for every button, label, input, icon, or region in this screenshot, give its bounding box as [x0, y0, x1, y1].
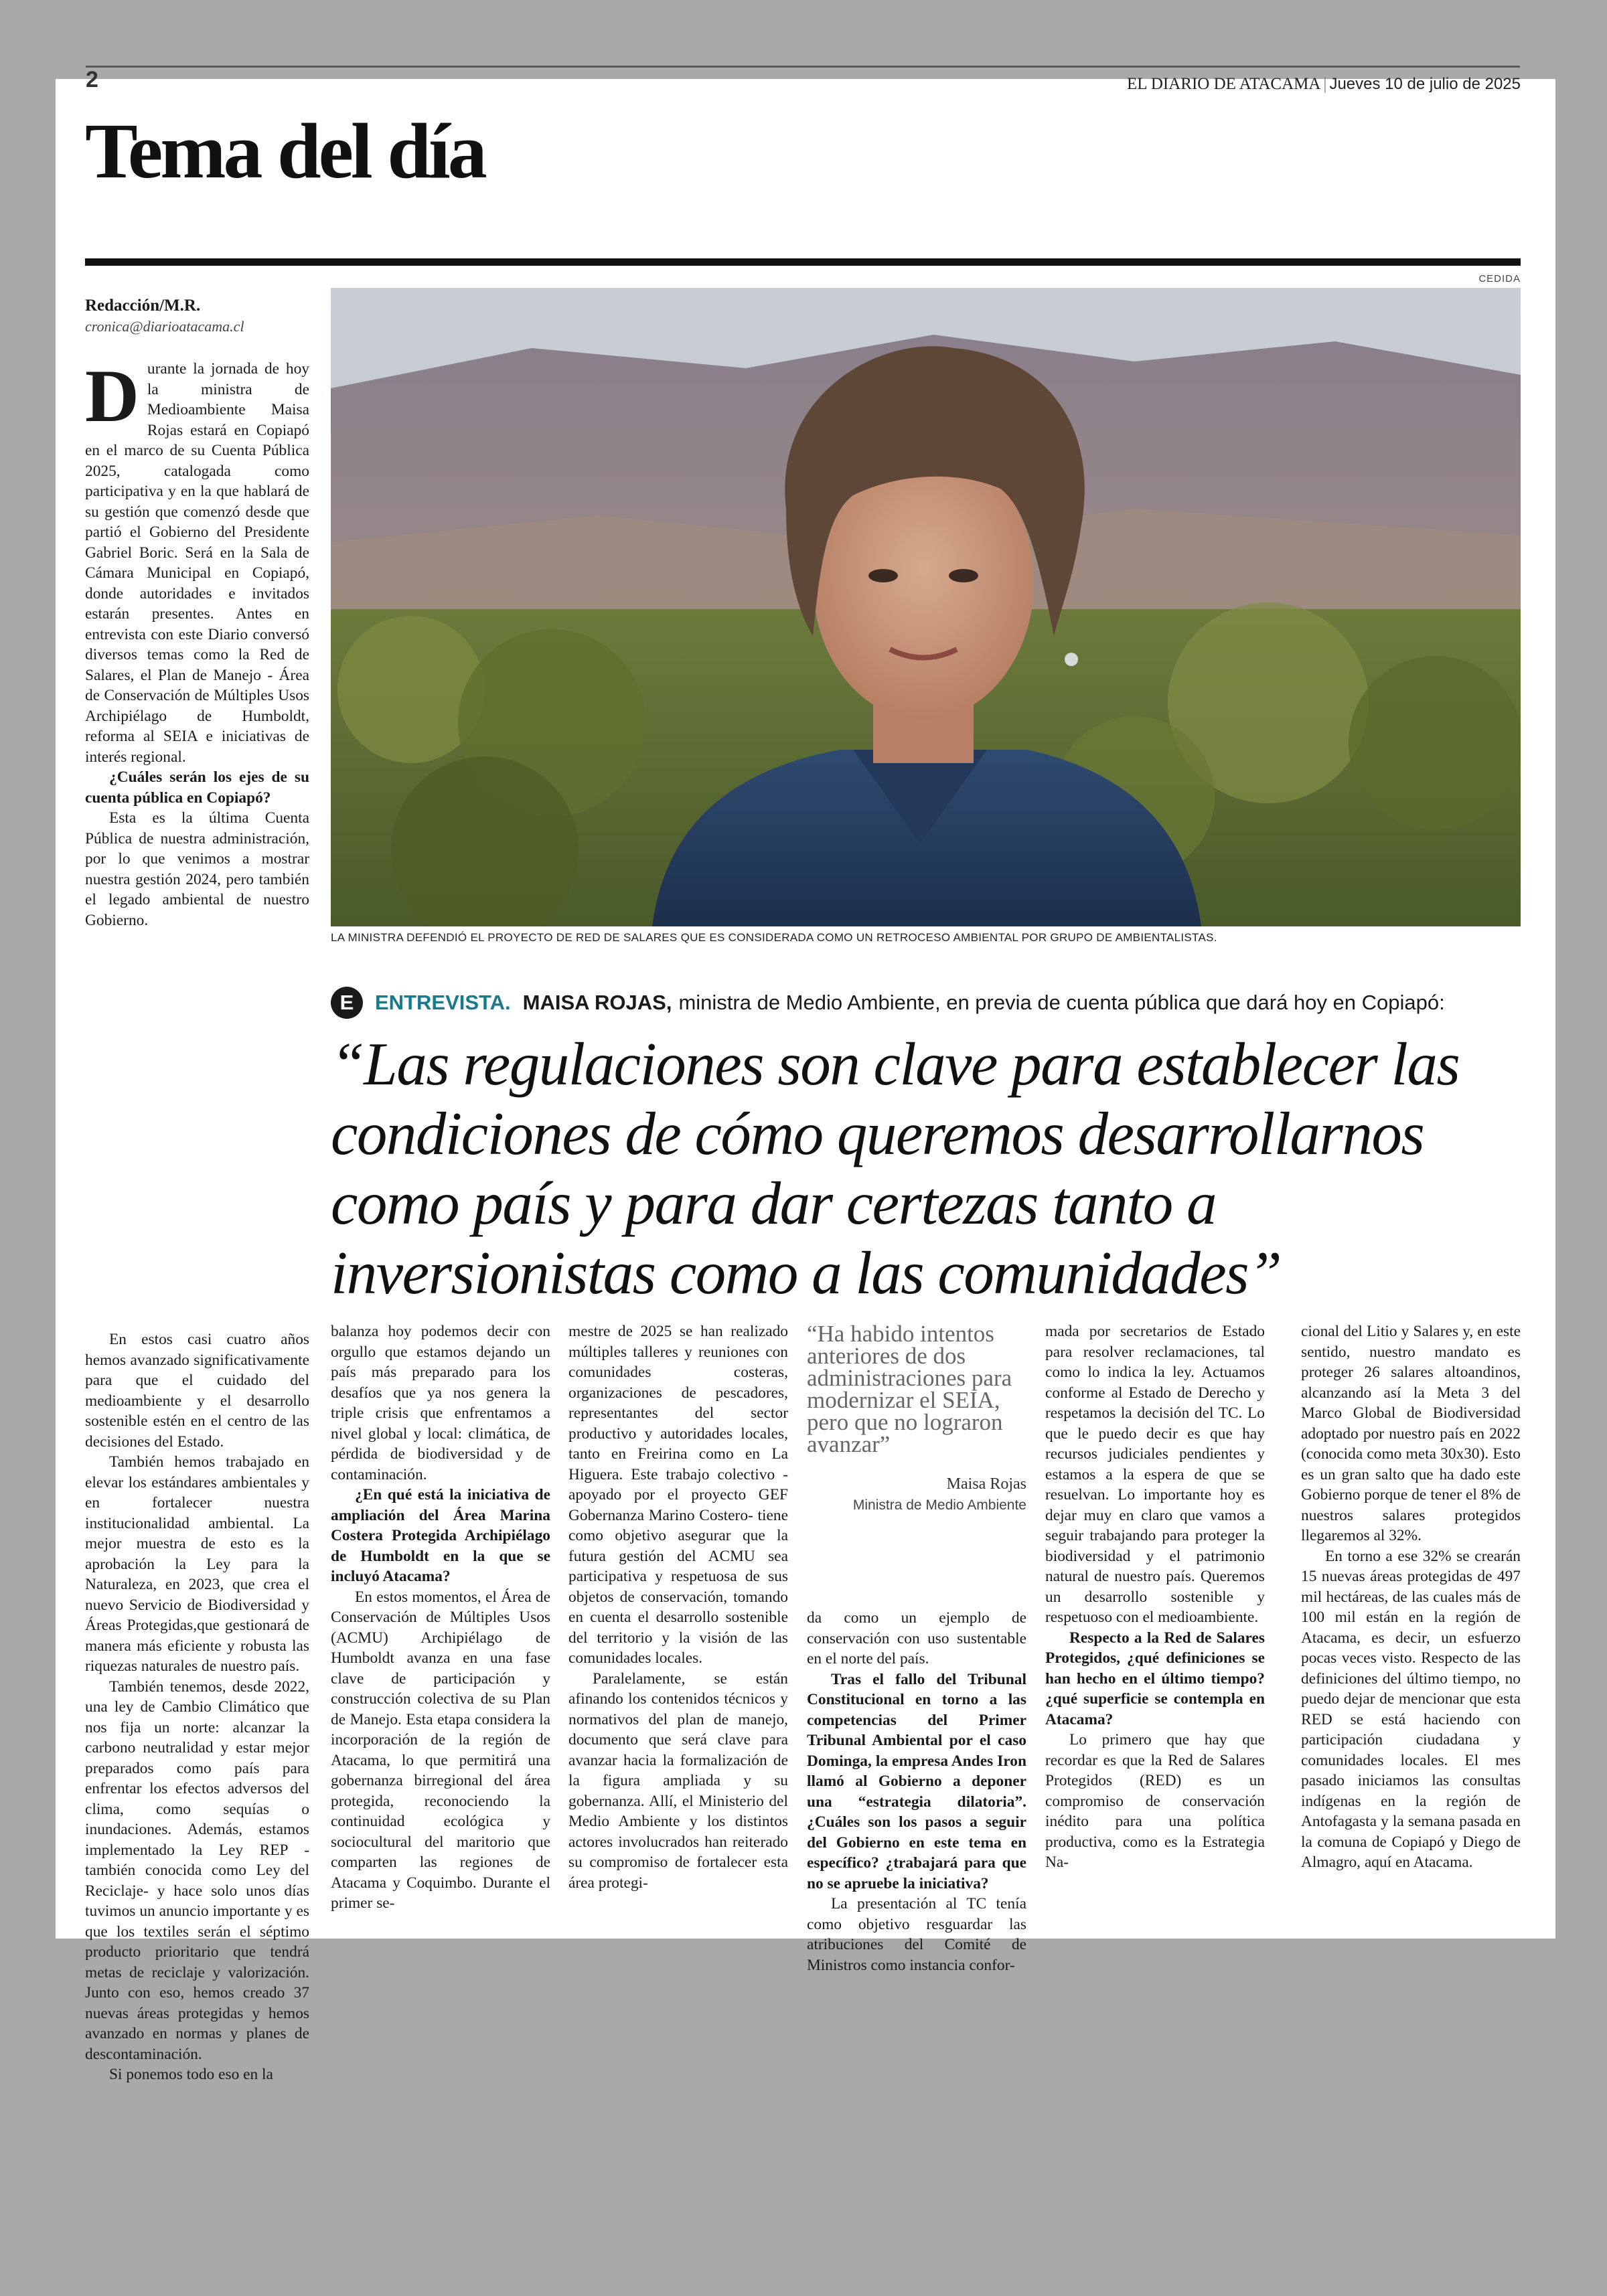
- page-number: 2: [86, 67, 98, 92]
- section-rule: [85, 258, 1521, 266]
- question-1: ¿Cuáles serán los ejes de su cuenta pública en Copiapó?: [85, 768, 309, 807]
- photo-caption: LA MINISTRA DEFENDIÓ EL PROYECTO DE RED DE SALARES QUE ES CONSIDERADA COMO UN RETROCESO AMBIENTAL POR GRUPO DE AMBIENTALISTAS.: [331, 931, 1217, 944]
- paragraph: da como un ejemplo de conservación con uso sustentable en el norte del país.: [807, 1609, 1026, 1667]
- section-title: Tema del día: [85, 107, 485, 195]
- newspaper-name: EL DIARIO DE ATACAMA: [1127, 75, 1321, 93]
- entrevista-badge: E: [331, 987, 363, 1019]
- column-2: [331, 1321, 550, 1914]
- question-4: Respecto a la Red de Salares Protegidos, ¿qué definiciones se han hecho en el último tiempo? ¿qué superficie se contempla en Atacama?: [1045, 1629, 1265, 1728]
- newspaper-page: [56, 67, 1555, 2083]
- paragraph: También tenemos, desde 2022, una ley de Cambio Climático que nos fija un norte: alcanzar la carbono neutralidad y estar mejor preparados como país para enfrentar los efectos adversos del clima, como sequías o inundaciones. Además, estamos implementado la Ley REP -también conocida como Ley del Reciclaje- y hace solo unos días tuvimos un anuncio importante y es que los textiles serán el séptimo producto prioritario que tendrá metas de reciclaje y valorización. Junto con eso, hemos creado 37 nuevas áreas protegidas y hemos avanzado en normas y planes de descontaminación.: [85, 1677, 309, 2063]
- interview-kicker: [331, 984, 1445, 1021]
- paragraph: balanza hoy podemos decir con orgullo que estamos dejando un país más preparado para los desafíos que ya nos genera la triple crisis que enfrentamos a nivel global y local: climática, de pérdida de biodiversidad y de contaminación.: [331, 1323, 550, 1483]
- column-6: [1301, 1321, 1521, 1873]
- column-5: [1045, 1321, 1265, 1873]
- pull-quote: [807, 1323, 1026, 1513]
- portrait-image: [331, 288, 1521, 926]
- lead-paragraph: urante la jornada de hoy la ministra de Medioambiente Maisa Rojas estará en Copiapó en el marco de su Cuenta Pública 2025, catalogada como participativa y en la que hablará de su gestión que comenzó desde que partió el Gobierno del Presidente Gabriel Boric. Será en la Sala de Cámara Municipal en Copiapó, donde autoridades e invitados estarán presentes. Antes en entrevista con este Diario conversó diversos temas como la Red de Salares, el Plan de Manejo - Área de Conservación de Múltiples Usos Archipiélago de Humboldt, reforma al SEIA e iniciativas de interés regional.: [85, 360, 309, 766]
- paragraph: Lo primero que hay que recordar es que la Red de Salares Protegidos (RED) es un compromiso de conservación inédito para una política productiva, como es la Estrategia Na-: [1045, 1731, 1265, 1871]
- question-3: Tras el fallo del Tribunal Constitucional en torno a las competencias del Primer Tribunal Ambiental por el caso Dominga, la empresa Andes Iron llamó al Gobierno a deponer una “estrategia dilatoria”. ¿Cuáles son los pasos a seguir del Gobierno en este tema en específico? ¿trabajará para que no se apruebe la iniciativa?: [807, 1670, 1026, 1892]
- paragraph: En estos momentos, el Área de Conservación de Múltiples Usos (ACMU) Archipiélago de Humboldt avanza en una fase clave de participación y construcción colectiva de su Plan de Manejo. Esta etapa considera la incorporación de la región de Atacama, lo que permitirá una gobernanza birregional del área protegida, reconociendo la continuidad ecológica y sociocultural del maritorio que comparten las regiones de Atacama y Coquimbo. Durante el primer se-: [331, 1588, 550, 1912]
- column-3: [568, 1321, 788, 1893]
- question-2: ¿En qué está la iniciativa de ampliación del Área Marina Costera Protegida Archipiélago de Humboldt en la que se incluyó Atacama?: [331, 1486, 550, 1585]
- paragraph: Si ponemos todo eso en la: [109, 2066, 273, 2083]
- answer-1: Esta es la última Cuenta Pública de nuestra administración, por lo que venimos a mostrar nuestra gestión 2024, pero también el legado ambiental de nuestro Gobierno.: [85, 809, 309, 929]
- column-4: [807, 1608, 1026, 1975]
- top-rule: [86, 66, 1520, 68]
- drop-cap: D: [85, 355, 139, 438]
- paragraph: En torno a ese 32% se crearán 15 nuevas áreas protegidas de 497 mil hectáreas, de las cuales más de 100 mil están en la región de Atacama, es decir, un esfuerzo pocas veces visto. Respecto de las definiciones del último tiempo, no puedo dejar de mencionar que esta RED se está haciendo con participación ciudadana y comunidades locales. El mes pasado iniciamos las consultas indígenas en la región de Antofagasta y la semana pasada en la comuna de Copiapó y Diego de Almagro, aquí en Atacama.: [1301, 1547, 1521, 1871]
- paragraph: Paralelamente, se están afinando los contenidos técnicos y normativos del plan de manejo, documento que será clave para avanzar hacia la formalización de la figura ampliada y su gobernanza. Allí, el Ministerio del Medio Ambiente y los distintos actores involucrados han reiterado su compromiso de fortalecer esta área protegi-: [568, 1669, 788, 1892]
- paragraph: También hemos trabajado en elevar los estándares ambientales y en fortalecer nuestra institucionalidad ambiental. La mejor muestra de esto es la aprobación la Ley para la Naturaleza, en 2023, que crea el nuevo Servicio de Biodiversidad y Áreas Protegidas,que gestionará de manera más eficiente y robusta las riquezas naturales de nuestro país.: [85, 1453, 309, 1675]
- minister-photo: [331, 288, 1521, 926]
- paragraph: La presentación al TC tenía como objetivo resguardar las atribuciones del Comité de Ministros como instancia confor-: [807, 1895, 1026, 1974]
- kicker-name: MAISA ROJAS,: [522, 991, 672, 1014]
- pull-quote-text: “Ha habido intentos anteriores de dos administraciones para modernizar el SEIA, pero que no lograron avanzar”: [807, 1321, 1012, 1457]
- column-1: [85, 1329, 309, 2085]
- kicker-label: ENTREVISTA.: [375, 991, 511, 1014]
- pull-quote-author: Maisa Rojas: [946, 1475, 1026, 1493]
- photo-credit: CEDIDA: [1478, 273, 1521, 284]
- pull-quote-role: Ministra de Medio Ambiente: [852, 1497, 1026, 1513]
- author-email: cronica@diarioatacama.cl: [85, 318, 244, 335]
- issue-date: Jueves 10 de julio de 2025: [1329, 75, 1521, 93]
- byline: [85, 297, 309, 335]
- headline: “Las regulaciones son clave para establecer las condiciones de cómo queremos desarrollarnos como país y para dar certezas tanto a inversionistas como a las comunidades”: [331, 1030, 1460, 1307]
- masthead: EL DIARIO DE ATACAMA | Jueves 10 de julio de 2025: [1127, 75, 1521, 93]
- lead-column: [85, 355, 309, 930]
- kicker-text: ministra de Medio Ambiente, en previa de cuenta pública que dará hoy en Copiapó:: [678, 991, 1445, 1014]
- paragraph: mestre de 2025 se han realizado múltiples talleres y reuniones con comunidades costeras, organizaciones de pescadores, representantes del sector productivo y autoridades locales, tanto en Freirina como en La Higuera. Este trabajo colectivo -apoyado por el proyecto GEF Gobernanza Marino Costero- tiene como objetivo asegurar que la futura gestión del ACMU sea participativa y respetuosa de sus objetos de conservación, tomando en cuenta el desarrollo sostenible del territorio y la visión de las comunidades locales.: [568, 1323, 788, 1667]
- paragraph: cional del Litio y Salares y, en este sentido, nuestro mandato es proteger 26 salares altoandinos, alcanzando así la Meta 3 del Marco Global de Biodiversidad adoptado por nuestro país en 2022 (conocida como meta 30x30). Esto es un gran salto que ha dado este Gobierno porque de tener el 8% de nuestros salares protegidos llegaremos al 32%.: [1301, 1323, 1521, 1544]
- paragraph: En estos casi cuatro años hemos avanzado significativamente para que el cuidado del medioambiente y el desarrollo sostenible estén en el centro de las decisiones del Estado.: [85, 1331, 309, 1451]
- article-body: [56, 1321, 1555, 2083]
- paragraph: mada por secretarios de Estado para resolver reclamaciones, tal como lo indica la ley. Actuamos conforme al Estado de Derecho y respetamos la decisión del TC. Lo que le puedo decir es que hay recursos judiciales pendientes y estamos a la espera de que se resuelvan. Lo importante hoy es dejar muy en claro que vamos a seguir trabajando para proteger la biodiversidad y el patrimonio natural de nuestro país. Queremos un desarrollo sostenible y respetuoso con el medioambiente.: [1045, 1323, 1265, 1626]
- author-name: Redacción/M.R.: [85, 297, 201, 315]
